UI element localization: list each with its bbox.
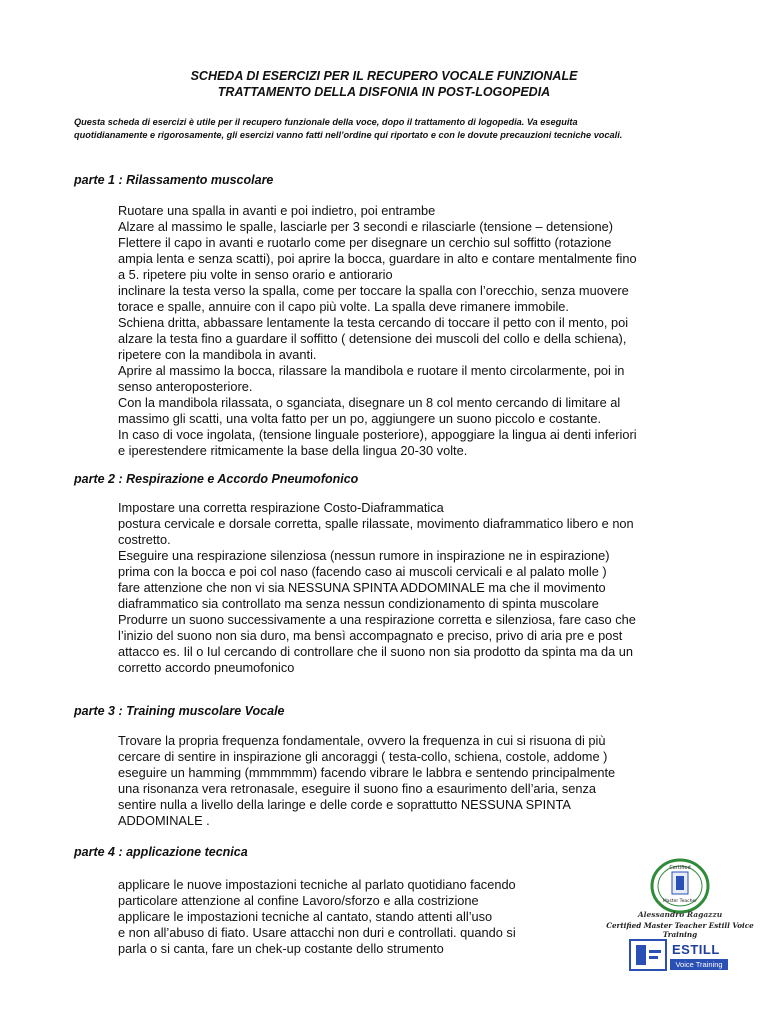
paragraph-line: una risonanza vera retronasale, eseguire il suono fino a esaurimento dell’aria, senza: [118, 781, 597, 796]
paragraph-line: applicare le impostazioni tecniche al cantato, stando attenti all’uso: [118, 909, 493, 924]
paragraph-line: postura cervicale e dorsale corretta, spalle rilassate, movimento diaframmatico libero e non: [118, 516, 634, 531]
paragraph-line: diaframmatico sia controllato ma senza nessun condizionamento di spinta muscolare: [118, 596, 599, 611]
paragraph-line: Produrre un suono successivamente a una respirazione corretta e silenziosa, fare caso che: [118, 612, 636, 627]
certification-badge: [600, 858, 760, 978]
paragraph-line: ampia lenta e senza scatti), poi aprire la bocca, guardare in alto e contare mentalmente fino: [118, 251, 637, 266]
seal-text-mid: Master Teacher: [662, 899, 698, 904]
section-1-body: [118, 203, 708, 459]
paragraph-line: ripetere con la mandibola in avanti.: [118, 347, 317, 362]
section-4-heading: parte 4 : applicazione tecnica: [74, 845, 248, 859]
section-1-heading: parte 1 : Rilassamento muscolare: [74, 173, 274, 187]
intro-line: Questa scheda di esercizi è utile per il recupero funzionale della voce, dopo il trattamento di logopedia. Va eseguita: [74, 117, 578, 127]
estill-mark-icon: [628, 938, 668, 972]
paragraph-line: Impostare una corretta respirazione Costo-Diaframmatica: [118, 500, 444, 515]
certified-seal-icon: [650, 858, 710, 914]
paragraph-line: cercare di sentire in inspirazione gli ancoraggi ( testa-collo, schiena, costole, addome ): [118, 749, 608, 764]
paragraph-line: inclinare la testa verso la spalla, come per toccare la spalla con l’orecchio, senza muovere: [118, 283, 629, 298]
paragraph-line: parla o si canta, fare un chek-up costante dello strumento: [118, 941, 444, 956]
paragraph-line: e iperestendere ritmicamente la base della lingua 20-30 volte.: [118, 443, 468, 458]
section-3-body: [118, 733, 708, 829]
paragraph-line: torace e spalle, annuire con il capo più volte. La spalla deve rimanere immobile.: [118, 299, 569, 314]
paragraph-line: Aprire al massimo la bocca, rilassare la mandibola e ruotare il mento circolarmente, poi in: [118, 363, 625, 378]
document-title-line-2: TRATTAMENTO DELLA DISFONIA IN POST-LOGOPEDIA: [217, 85, 551, 99]
section-4-body: [118, 877, 578, 957]
paragraph-line: l’inizio del suono non sia duro, ma bensì accompagnato e preciso, privo di aria pre e post: [118, 628, 623, 643]
seal-text-top: Certified: [669, 865, 691, 871]
intro-paragraph: [74, 116, 734, 142]
section-2-heading: parte 2 : Respirazione e Accordo Pneumofonico: [74, 472, 359, 486]
paragraph-line: ADDOMINALE .: [118, 813, 210, 828]
paragraph-line: massimo gli scatti, una volta fatto per un po, aggiungere un suono piccolo e costante.: [118, 411, 602, 426]
paragraph-line: a 5. ripetere piu volte in senso orario e antiorario: [118, 267, 393, 282]
paragraph-line: costretto.: [118, 532, 171, 547]
paragraph-line: fare attenzione che non vi sia NESSUNA SPINTA ADDOMINALE ma che il movimento: [118, 580, 606, 595]
paragraph-line: particolare attenzione al confine Lavoro/sforzo e alla costrizione: [118, 893, 479, 908]
paragraph-line: attacco es. Iil o Iul cercando di controllare che il suono non sia prodotto da spinta ma da un: [118, 644, 634, 659]
paragraph-line: Eseguire una respirazione silenziosa (nessun rumore in inspirazione ne in espirazione): [118, 548, 610, 563]
paragraph-line: applicare le nuove impostazioni tecniche al parlato quotidiano facendo: [118, 877, 516, 892]
logo-word: ESTILL: [672, 942, 720, 957]
paragraph-line: sentire nulla a livello della laringe e delle corde e soprattutto NESSUNA SPINTA: [118, 797, 571, 812]
paragraph-line: Flettere il capo in avanti e ruotarlo come per disegnare un cerchio sul soffitto (rotazione: [118, 235, 612, 250]
teacher-role: Certified Master Teacher Estill Voice Training: [606, 921, 754, 939]
paragraph-line: Alzare al massimo le spalle, lasciarle per 3 secondi e rilasciarle (tensione – detensione): [118, 219, 614, 234]
paragraph-line: corretto accordo pneumofonico: [118, 660, 295, 675]
section-2-body: [118, 500, 708, 676]
section-3-heading: parte 3 : Training muscolare Vocale: [74, 704, 285, 718]
document-title-line-1: SCHEDA DI ESERCIZI PER IL RECUPERO VOCALE FUNZIONALE: [190, 69, 578, 83]
paragraph-line: Trovare la propria frequenza fondamentale, ovvero la frequenza in cui si risuona di più: [118, 733, 606, 748]
paragraph-line: Ruotare una spalla in avanti e poi indietro, poi entrambe: [118, 203, 436, 218]
estill-logo: [626, 936, 734, 974]
paragraph-line: In caso di voce ingolata, (tensione linguale posteriore), appoggiare la lingua ai denti inferiori: [118, 427, 637, 442]
intro-line: quotidianamente e rigorosamente, gli esercizi vanno fatti nell’ordine qui riportato e con le dovute precauzioni tecniche vocali.: [74, 130, 623, 140]
paragraph-line: Con la mandibola rilassata, o sganciata, disegnare un 8 col mento cercando di limitare al: [118, 395, 621, 410]
paragraph-line: senso anteroposteriore.: [118, 379, 253, 394]
paragraph-line: prima con la bocca e poi col naso (facendo caso ai muscoli cervicali e al palato molle ): [118, 564, 607, 579]
paragraph-line: Schiena dritta, abbassare lentamente la testa cercando di toccare il petto con il mento, poi: [118, 315, 629, 330]
paragraph-line: eseguire un hamming (mmmmmm) facendo vibrare le labbra e sentendo principalmente: [118, 765, 616, 780]
paragraph-line: alzare la testa fino a guardare il soffitto ( detensione dei muscoli del collo e della schiena),: [118, 331, 627, 346]
teacher-name: Alessandro Ragazzu: [637, 910, 723, 919]
paragraph-line: e non all’abuso di fiato. Usare attacchi non duri e controllati. quando si: [118, 925, 516, 940]
logo-subtitle: Voice Training: [670, 959, 728, 970]
